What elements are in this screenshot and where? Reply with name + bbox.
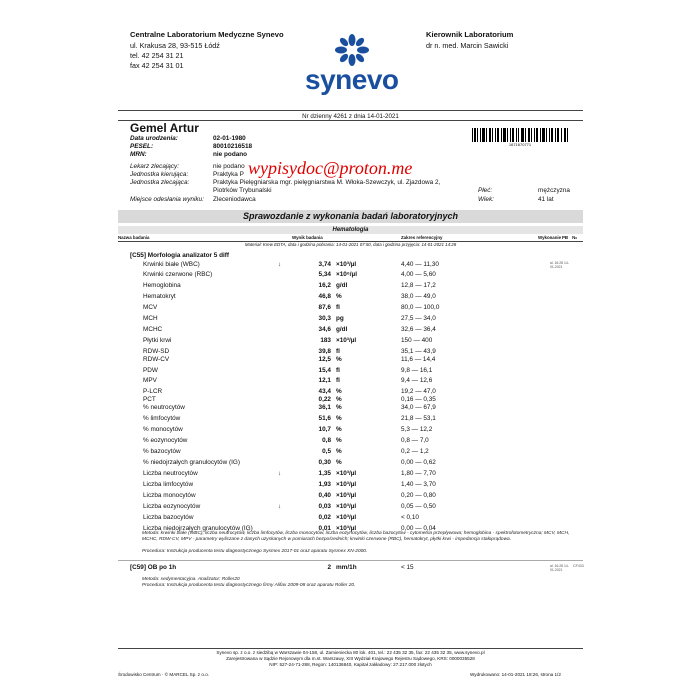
ordering-unit-city: Piotrków Trybunalski [213,187,272,194]
test-name: % eozynocytów [143,437,188,444]
test-unit: g/dl [336,326,348,333]
printed-info: Wydrukowano: 14-01-2021 18:26, strona 1/2 [470,672,561,677]
test-value: 16,2 [318,282,331,289]
table-row [118,304,583,314]
col-pb-header: PB [562,235,569,240]
head-title: Kierownik Laboratorium [426,30,514,39]
footer-line-2: Zarejestrowana w Sądzie Rejonowym dla m.st. Warszawy, XIII Wydział Krajowego Rejestru Sądowego, KRS: 0000035528 [226,656,475,661]
test-value: 10,7 [318,426,331,433]
table-row [118,326,583,336]
table-row [118,437,583,447]
logo-text: synevo [305,64,399,95]
test-value: 1,93 [318,481,331,488]
age-label: Wiek: [478,196,494,203]
test-unit: % [336,448,342,455]
test-name: Liczba bazocytów [143,514,194,521]
test-name: Płytki krwi [143,337,172,344]
test-name: Hematokryt [143,293,176,300]
test-value: 46,8 [318,293,331,300]
table-row [118,315,583,325]
low-flag-icon: ↓ [278,503,282,510]
test-name: P-LCR [143,388,163,395]
table-row [118,404,583,414]
test-name: MCV [143,304,158,311]
result-destination-label: Miejsce odesłania wyniku: [130,196,204,203]
test-reference-range: 0,2 — 1,2 [401,448,429,455]
test-name: Hemoglobina [143,282,181,289]
test-name: % bazocytów [143,448,181,455]
test-reference-range: 150 — 400 [401,337,433,344]
test-value: 43,4 [318,388,331,395]
table-row [118,367,583,377]
test-value: 30,3 [318,315,331,322]
lab-tel: tel. 42 254 31 21 [130,51,184,60]
table-row [118,293,583,303]
test-reference-range: 0,00 — 0,62 [401,459,436,466]
test-unit: % [336,437,342,444]
test-unit: % [336,404,342,411]
ob-verification: al. 16:28 14-01-2021 [550,564,569,572]
test-reference-range: 0,16 — 0,35 [401,396,436,403]
test-name: PDW [143,367,158,374]
age-value: 41 lat [538,196,554,203]
test-unit: fl [336,367,340,374]
test-value: 34,6 [318,326,331,333]
footer-divider [118,648,583,649]
test-reference-range: 5,3 — 12,2 [401,426,433,433]
barcode-number: 1671670771 [508,142,532,147]
table-row [118,481,583,491]
test-unit: % [336,426,342,433]
test-value: 0,30 [318,459,331,466]
test-value: 0,22 [318,396,331,403]
section-title: Hematologia [118,226,583,234]
test-name: RDW-CV [143,356,170,363]
table-row [118,514,583,524]
report-title: Sprawozdanie z wykonania badań laboratoryjnych [118,210,583,223]
low-flag-icon: ↓ [278,470,282,477]
table-row [118,503,583,513]
test-unit: fl [336,348,340,355]
test-unit: ×10³/µl [336,503,357,510]
test-value: 0,01 [318,525,331,532]
referring-unit-value: Praktyka P [213,171,244,178]
test-name: MCHC [143,326,163,333]
test-name: Liczba niedojrzałych granulocytów (IG) [143,525,253,532]
test-value: 87,6 [318,304,331,311]
test-reference-range: 9,8 — 16,1 [401,367,433,374]
test-value: 12,1 [318,377,331,384]
test-reference-range: 4,40 — 11,30 [401,261,439,268]
ob-ref: < 15 [401,564,414,571]
table-row [118,415,583,425]
test-unit: ×10⁶/µl [336,271,358,278]
ob-number: CF433 [573,564,584,568]
test-name: Krwinki białe (WBC) [143,261,200,268]
test-name: Krwinki czerwone (RBC) [143,271,213,278]
col-name-header: Nazwa badania [118,235,150,240]
test-reference-range: 19,2 — 47,0 [401,388,436,395]
test-unit: g/dl [336,282,348,289]
procedure-note-1: Procedura: Instrukcja producenta testu diagnostycznego Sysmex 2017-01 oraz aparatu Sysmex XN-2000. [142,549,368,554]
col-nr-header: № [572,235,577,240]
test-unit: ×10³/µl [336,492,357,499]
table-row [118,459,583,469]
footer-line-1: Synevo sp. z o.o. z siedzibą w Warszawie 04-158, ul. Zamieniecka 80 lok. 401, tel.: 22 435 32 35, fax: 22 435 32 35, www.synevo.pl [216,650,485,655]
test-value: 0,40 [318,492,331,499]
test-name: RDW-SD [143,348,170,355]
test-name: PCT [143,396,156,403]
method-note-2: Metoda: sedymentacyjna. Analizator: Roller20 [142,577,240,582]
group-divider [118,560,583,561]
test-value: 39,8 [318,348,331,355]
table-row [118,356,583,366]
software-credit: Środowisko Centrum · © MARCEL Sp. z o.o. [118,672,210,677]
test-reference-range: 0,05 — 0,50 [401,503,436,510]
test-unit: ×10³/µl [336,470,357,477]
referring-unit-label: Jednostka kierująca: [130,171,189,178]
lab-fax: fax 42 254 31 01 [130,61,184,70]
procedure-note-2: Procedura: Instrukcja producenta testu diagnostycznego firmy Alifax 2009-08 oraz aparatu Roller 20. [142,583,356,588]
test-reference-range: < 0,10 [401,514,419,521]
test-reference-range: 0,20 — 0,80 [401,492,436,499]
test-reference-range: 27,5 — 34,0 [401,315,436,322]
ob-value: 2 [327,564,331,571]
head-name: dr n. med. Marcin Sawicki [426,41,509,50]
pesel-value: 80010216518 [213,143,253,150]
test-reference-range: 0,8 — 7,0 [401,437,429,444]
mrn-value: nie podano [213,151,248,158]
test-unit: % [336,415,342,422]
test-unit: pg [336,315,344,322]
sex-value: mężczyzna [538,187,570,194]
test-unit: ×10³/µl [336,525,357,532]
test-reference-range: 9,4 — 12,6 [401,377,433,384]
mrn-label: MRN: [130,151,147,158]
test-reference-range: 0,00 — 0,04 [401,525,436,532]
test-value: 1,35 [318,470,331,477]
lab-name: Centralne Laboratorium Medyczne Synevo [130,30,284,39]
test-unit: % [336,388,342,395]
test-unit: ×10³/µl [336,481,357,488]
test-name: MCH [143,315,158,322]
table-row [118,271,583,281]
test-name: Liczba limfocytów [143,481,194,488]
table-row [118,261,583,271]
test-value: 3,74 [318,261,331,268]
test-reference-range: 21,8 — 53,1 [401,415,436,422]
test-unit: % [336,459,342,466]
test-reference-range: 1,80 — 7,70 [401,470,436,477]
test-value: 12,5 [318,356,331,363]
table-row [118,337,583,347]
test-unit: % [336,356,342,363]
test-value: 51,6 [318,415,331,422]
col-result-header: Wynik badania [292,235,323,240]
method-note-1: Metoda: krwinki białe (WBC), liczba neutrocytów, liczba limfocytów, liczba monocytów, liczba eozynocytów, liczba bazocytów - cytometria przepływowa; hemoglobina - spektrofotometryczna; MCV, MCH, MCHC, RDW-CV, MPV - parametry wyliczane z danych uzyskanych w pomiarach bezpośrednich; krwinki czerwone (RBC), hematokryt, płytki krwi - impedancja stałoprądowa. [142,531,570,542]
test-name: Liczba neutrocytów [143,470,198,477]
footer-line-3: NIP: 527-24-71-288, Regon: 140136840, Kapitał zakładowy: 27.217.000 złotych [269,662,432,667]
table-row [118,492,583,502]
test-name: % neutrocytów [143,404,185,411]
header-divider [118,110,583,111]
test-reference-range: 34,0 — 67,9 [401,404,436,411]
pesel-label: PESEL: [130,143,154,150]
barcode-icon [470,128,570,142]
table-row [118,448,583,458]
lab-address: ul. Krakusa 28, 93-515 Łódź [130,41,220,50]
ob-row [118,564,583,574]
test-unit: ×10³/µl [336,261,357,268]
test-value: 5,34 [318,271,331,278]
daily-number: Nr dzienny 4261 z dnia 14-01-2021 [302,113,399,120]
test-reference-range: 80,0 — 100,0 [401,304,440,311]
test-name: MPV [143,377,157,384]
table-row [118,470,583,480]
test-value: 183 [320,337,331,344]
ordering-unit-label: Jednostka zlecająca: [130,179,190,186]
watermark-text: wypisydoc@proton.me [248,158,413,178]
test-value: 0,03 [318,503,331,510]
test-reference-range: 35,1 — 43,9 [401,348,436,355]
table-row [118,426,583,436]
test-unit: ×10³/µl [336,514,357,521]
test-name: % limfocytów [143,415,181,422]
ordering-unit-value: Praktyka Pielęgniarska mgr. pielęgniarstwa M. Włoka-Szewczyk, ul. Zjazdowa 2, [213,179,441,186]
birthdate-value: 02-01-1980 [213,135,246,142]
doctor-label: Lekarz zlecający: [130,163,180,170]
test-reference-range: 4,00 — 5,60 [401,271,436,278]
low-flag-icon: ↓ [278,261,282,268]
test-name: Liczba eozynocytów [143,503,201,510]
test-reference-range: 32,6 — 36,4 [401,326,436,333]
doctor-value: nie podano [213,163,245,170]
table-row [118,282,583,292]
test-reference-range: 12,8 — 17,2 [401,282,436,289]
col-done-header: Wykonanie [538,235,562,240]
test-name: % monocytów [143,426,183,433]
test-unit: ×10³/µl [336,337,357,344]
test-reference-range: 38,0 — 49,0 [401,293,436,300]
verification-stamp: al. 16:28 14-01-2021 [550,261,569,269]
test-unit: fl [336,304,340,311]
test-unit: % [336,396,342,403]
ob-unit: mm/1h [336,564,357,571]
test-unit: % [336,293,342,300]
patient-name: Gemel Artur [130,121,199,135]
result-destination-value: Zleceniodawca [213,196,256,203]
test-name: % niedojrzałych granulocytów (IG) [143,459,240,466]
material-info: Materiał: Krew EDTA, data i godzina pobrania: 14-01-2021 07:50, data i godzina przyjęcia: 14-01-2021 14:28 [244,242,457,247]
test-value: 15,4 [318,367,331,374]
test-value: 36,1 [318,404,331,411]
birthdate-label: Data urodzenia: [130,135,178,142]
synevo-logo-icon [335,34,369,66]
test-name: Liczba monocytów [143,492,196,499]
ob-name: [C59] OB po 1h [130,564,177,571]
test-reference-range: 11,6 — 14,4 [401,356,436,363]
test-reference-range: 1,40 — 3,70 [401,481,436,488]
test-value: 0,5 [322,448,331,455]
sex-label: Płeć: [478,187,493,194]
col-ref-header: Zakres referencyjny [401,235,443,240]
table-row [118,377,583,387]
test-value: 0,8 [322,437,331,444]
test-unit: fl [336,377,340,384]
group-morphology: [C55] Morfologia analizator 5 diff [130,252,230,259]
test-value: 0,02 [318,514,331,521]
